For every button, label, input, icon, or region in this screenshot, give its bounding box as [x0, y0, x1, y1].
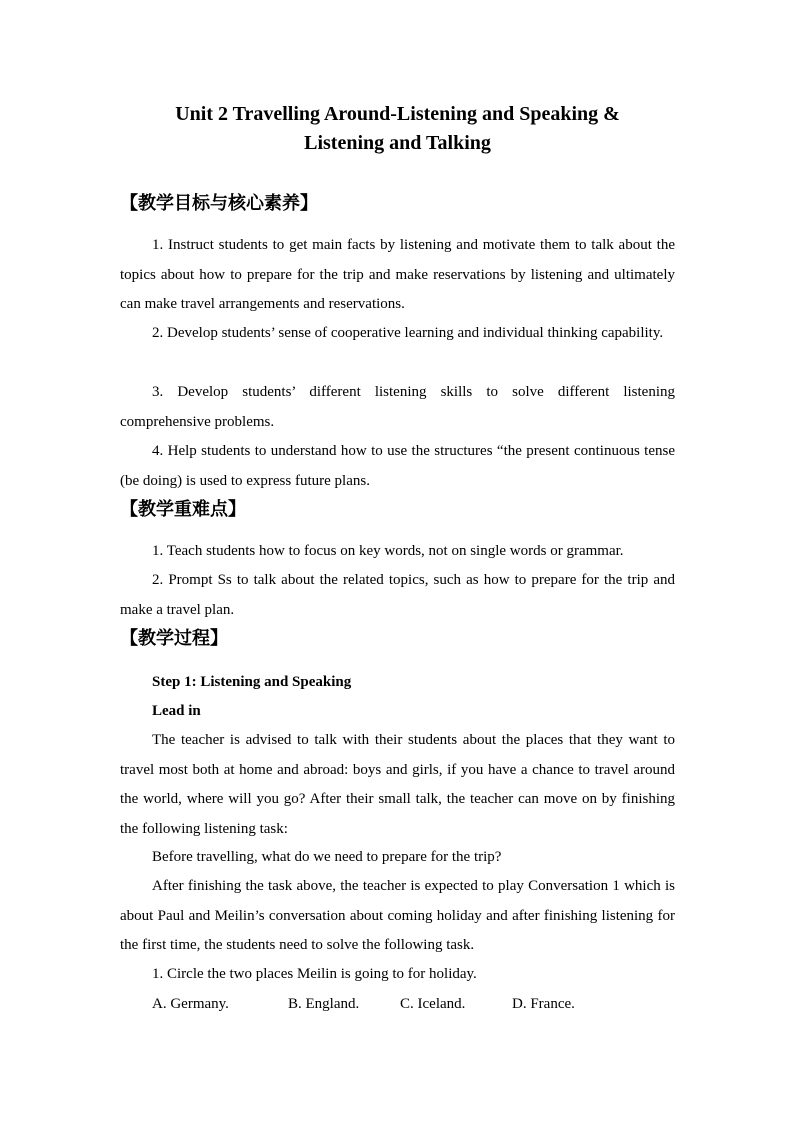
step-heading: Step 1: Listening and Speaking	[152, 674, 352, 690]
option-a: A. Germany.	[152, 996, 229, 1012]
process-paragraph: Before travelling, what do we need to prepare for the trip?	[152, 849, 502, 865]
task-question: 1. Circle the two places Meilin is going to for holiday.	[152, 966, 477, 982]
objective-item: 2. Develop students’ sense of cooperative learning and individual thinking capability.	[152, 325, 664, 341]
process-paragraph: After finishing the task above, the teacher is expected to play Conversation 1 which is about Paul and Meilin’s conversation about coming holiday and after finishing listening for the first time, the students need to solve the following task.	[120, 878, 675, 953]
section-heading-objectives: 【教学目标与核心素养】	[120, 193, 318, 214]
document-title	[120, 100, 675, 158]
objective-item: 3. Develop students’ different listening skills to solve different listening comprehensive problems.	[120, 384, 675, 430]
objective-item: 4. Help students to understand how to use the structures “the present continuous tense (be doing) is used to express future plans.	[120, 443, 675, 489]
option-c: C. Iceland.	[400, 996, 466, 1012]
process-paragraph: The teacher is advised to talk with their students about the places that they want to travel most both at home and abroad: boys and girls, if you have a chance to travel around the world, where will you go? After their small talk, the teacher can move on by finishing the following listening task:	[120, 732, 675, 837]
section-heading-process: 【教学过程】	[120, 628, 228, 649]
title-line-1: Unit 2 Travelling Around-Listening and Speaking &	[175, 103, 620, 125]
lead-in-heading: Lead in	[152, 703, 201, 719]
key-point-item: 1. Teach students how to focus on key words, not on single words or grammar.	[152, 543, 624, 559]
option-b: B. England.	[288, 996, 360, 1012]
objective-item: 1. Instruct students to get main facts by listening and motivate them to talk about the topics about how to prepare for the trip and make reservations by listening and ultimately can make travel arrangements and reservations.	[120, 237, 675, 312]
section-heading-key-points: 【教学重难点】	[120, 499, 246, 520]
key-point-item: 2. Prompt Ss to talk about the related topics, such as how to prepare for the trip and make a travel plan.	[120, 572, 675, 618]
option-d: D. France.	[512, 996, 575, 1012]
title-line-2: Listening and Talking	[304, 132, 491, 154]
